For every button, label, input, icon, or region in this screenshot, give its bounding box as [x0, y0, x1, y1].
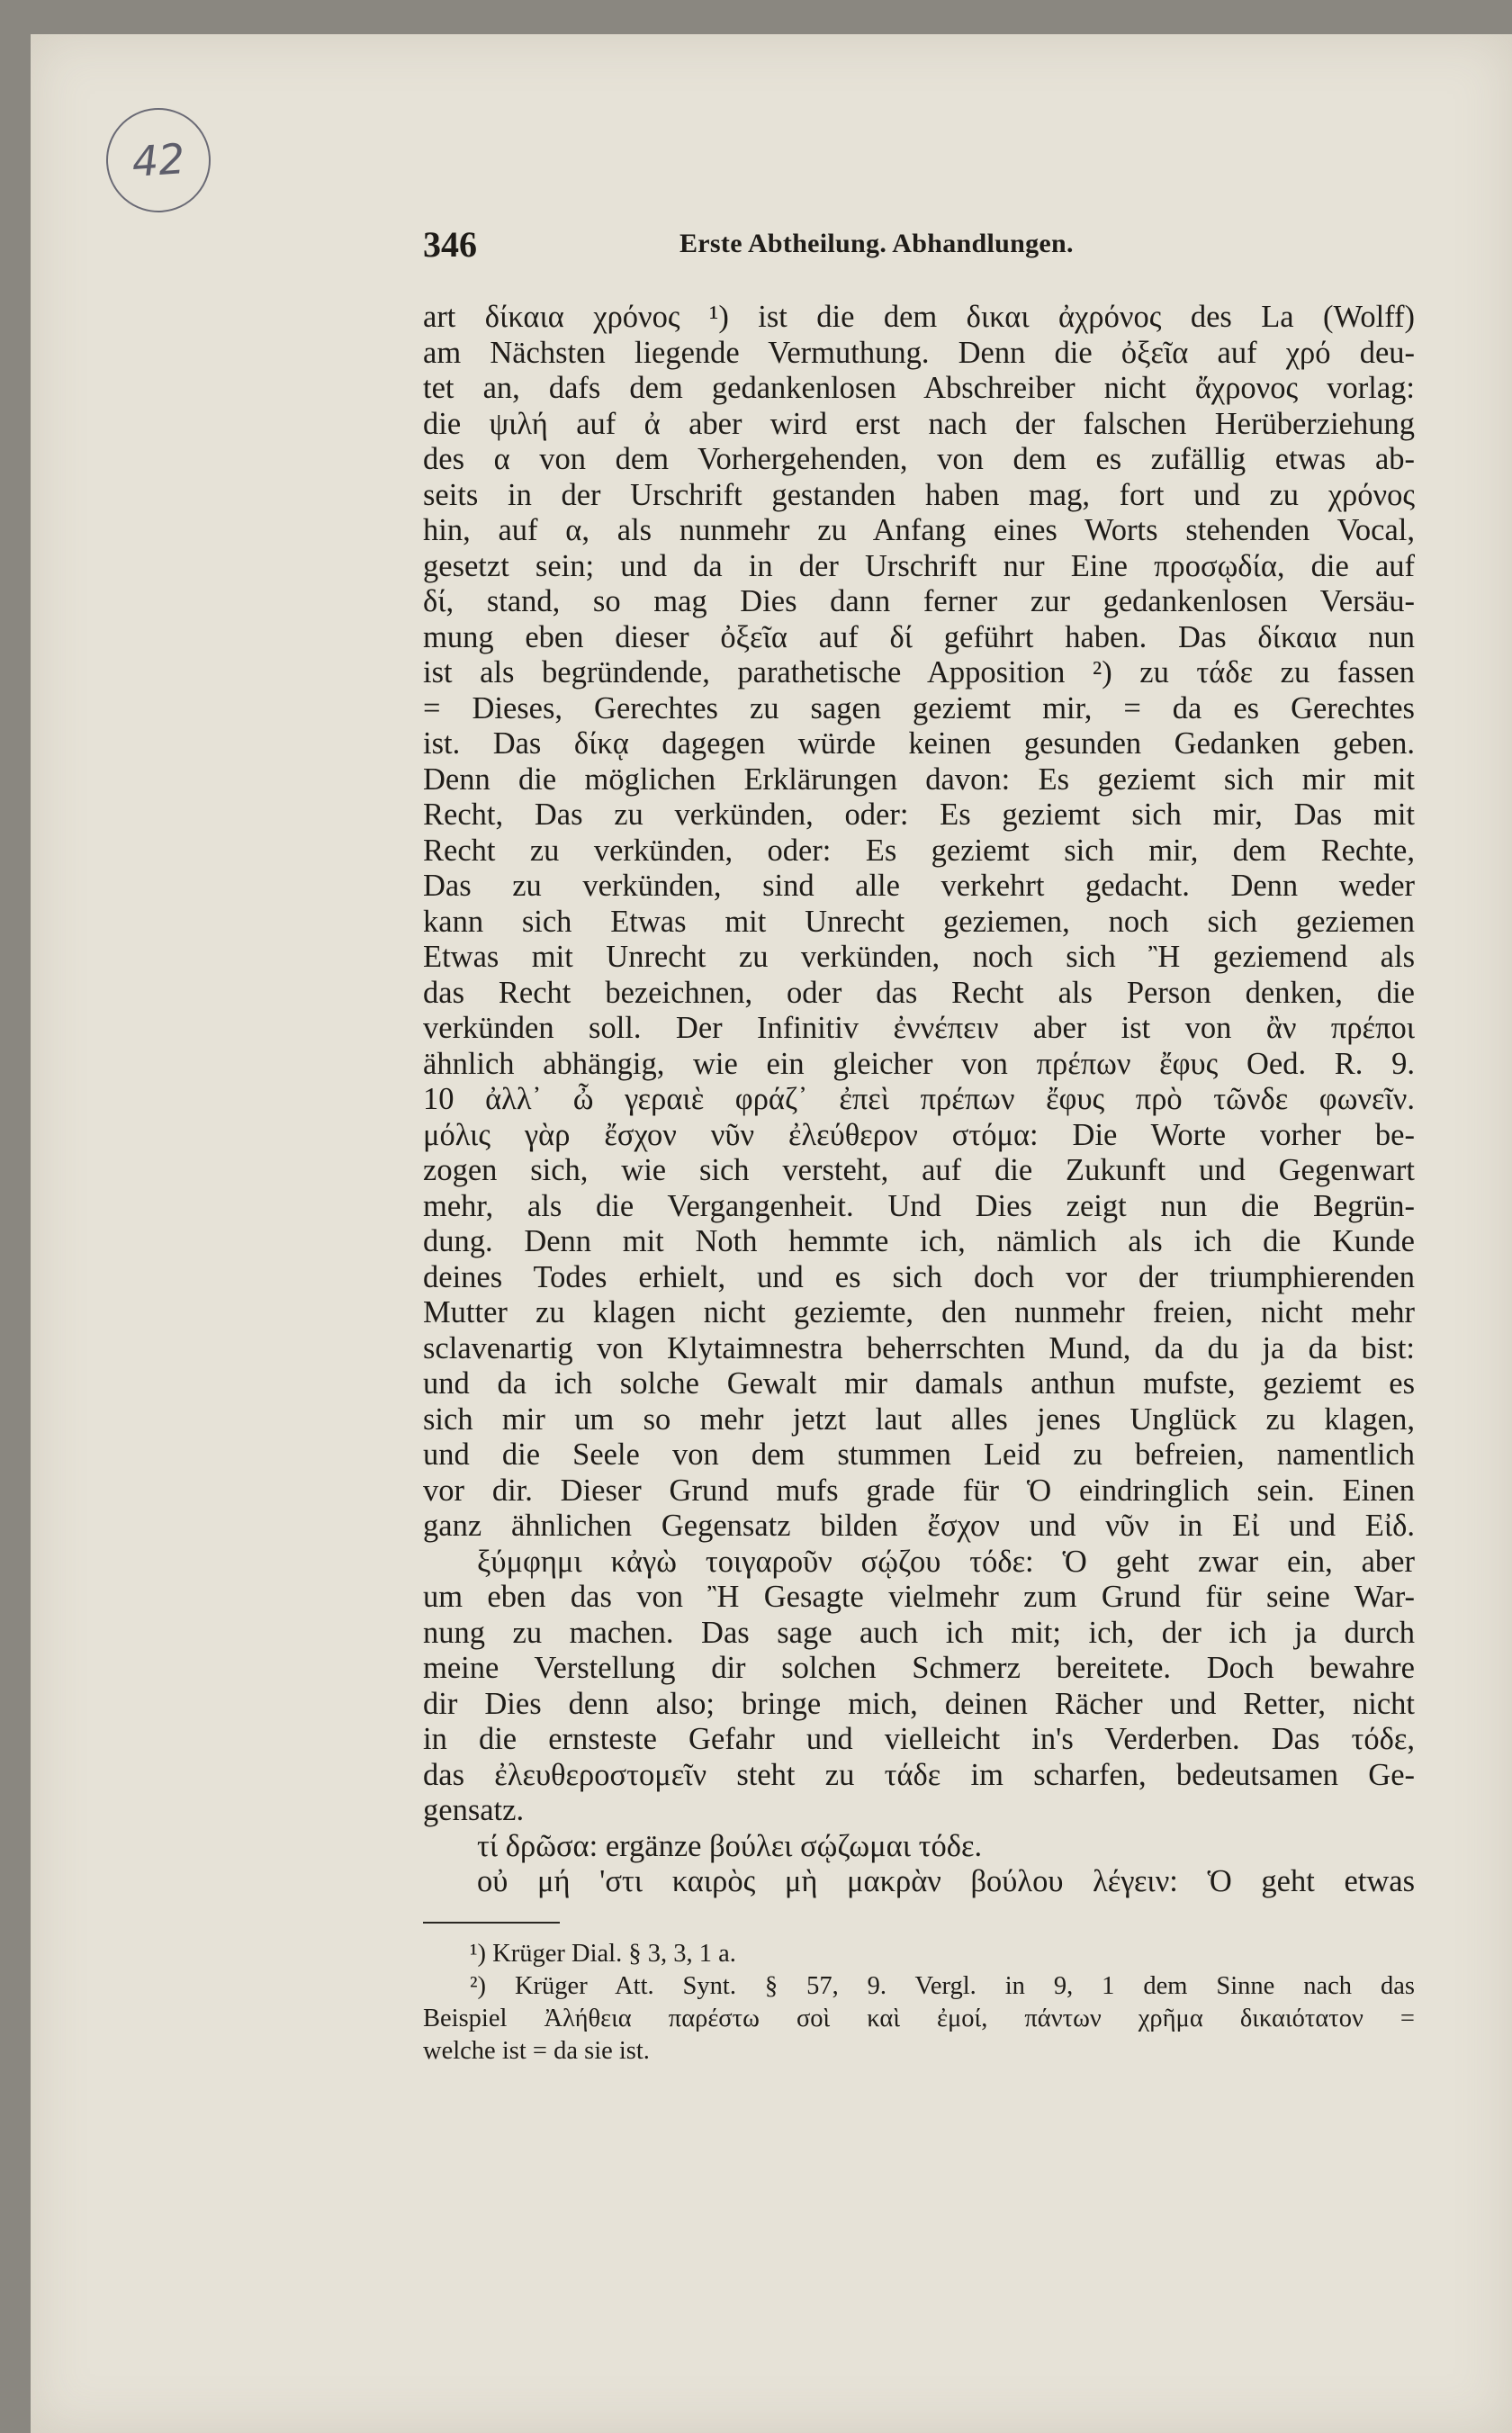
text-line: meine Verstellung dir solchen Schmerz bereitete. Doch bewahre — [423, 1651, 1415, 1685]
text-line: um eben das von Ἢ Gesagte vielmehr zum Grund für seine War- — [423, 1580, 1415, 1614]
text-line: und die Seele von dem stummen Leid zu befreien, namentlich — [423, 1437, 1415, 1472]
text-line: οὐ μή 'στι καιρὸς μὴ μακρὰν βούλου λέγειν: Ὁ geht etwas — [477, 1864, 1415, 1898]
text-line: = Dieses, Gerechtes zu sagen geziemt mir, = da es Gerechtes — [423, 690, 1415, 725]
page-stamp-number: 42 — [130, 134, 187, 186]
text-line: δί, stand, so mag Dies dann ferner zur gedankenlosen Versäu- — [423, 584, 1415, 618]
text-line: das ἐλευθεροστομεῖν steht zu τάδε im scharfen, bedeutsamen Ge- — [423, 1757, 1415, 1792]
text-line: Das zu verkünden, sind alle verkehrt gedacht. Denn weder — [423, 869, 1415, 903]
text-line: Recht zu verkünden, oder: Es geziemt sich mir, dem Rechte, — [423, 833, 1415, 868]
text-line: ξύμφημι κἀγὼ τοιγαροῦν σῴζου τόδε: Ὁ geht zwar ein, aber — [477, 1544, 1415, 1579]
text-line: ist als begründende, parathetische Apposition ²) zu τάδε zu fassen — [423, 655, 1415, 689]
text-line: und da ich solche Gewalt mir damals anthun mufste, geziemt es — [423, 1366, 1415, 1401]
text-line: sclavenartig von Klytaimnestra beherrschten Mund, da du ja da bist: — [423, 1330, 1415, 1365]
text-line: art δίκαια χρόνος ¹) ist die dem δικαι ἀχρόνος des La (Wolff) — [423, 300, 1415, 334]
footnote-line: ¹) Krüger Dial. § 3, 3, 1 a. — [470, 1940, 736, 1968]
text-line: dung. Denn mit Noth hemmte ich, nämlich als ich die Kunde — [423, 1224, 1415, 1258]
running-head: Erste Abtheilung. Abhandlungen. — [680, 229, 1074, 258]
text-line: zogen sich, wie sich versteht, auf die Zukunft und Gegenwart — [423, 1153, 1415, 1187]
text-line: die ψιλή auf ἀ aber wird erst nach der falschen Herüberziehung — [423, 406, 1415, 441]
text-line: das Recht bezeichnen, oder das Recht als Person denken, die — [423, 975, 1415, 1010]
text-line: nung zu machen. Das sage auch ich mit; ich, der ich ja durch — [423, 1615, 1415, 1650]
footnotes — [423, 1938, 1415, 2068]
page-header — [423, 223, 1179, 268]
text-line: gensatz. — [423, 1793, 525, 1827]
page-number: 346 — [423, 224, 477, 265]
text-line: mung eben dieser ὀξεῖα auf δί geführt haben. Das δίκαια nun — [423, 619, 1415, 654]
text-line: 10 ἀλλ᾽ ὦ γεραιὲ φράζ᾽ ἐπεὶ πρέπων ἔφυς πρὸ τῶνδε φωνεῖν. — [423, 1082, 1415, 1116]
text-line: tet an, dafs dem gedankenlosen Abschreiber nicht ἄχρονος vorlag: — [423, 371, 1415, 405]
text-line: dir Dies denn also; bringe mich, deinen Rächer und Retter, nicht — [423, 1686, 1415, 1721]
text-line: ganz ähnlichen Gegensatz bilden ἔσχον und νῦν in Εἰ und Εἰδ. — [423, 1509, 1415, 1543]
footnote-line: welche ist = da sie ist. — [423, 2037, 650, 2065]
text-line: Etwas mit Unrecht zu verkünden, noch sich Ἢ geziemend als — [423, 940, 1415, 974]
text-line: Recht, Das zu verkünden, oder: Es geziemt sich mir, Das mit — [423, 797, 1415, 832]
text-line: des α von dem Vorhergehenden, von dem es zufällig etwas ab- — [423, 442, 1415, 476]
text-line: gesetzt sein; und da in der Urschrift nur Eine προσῳδία, die auf — [423, 548, 1415, 583]
text-line: ist. Das δίκᾳ dagegen würde keinen gesunden Gedanken geben. — [423, 726, 1415, 761]
footnote-line: ²) Krüger Att. Synt. § 57, 9. Vergl. in 9, 1 dem Sinne nach das — [470, 1972, 1415, 2000]
text-line: deines Todes erhielt, und es sich doch vor der triumphierenden — [423, 1259, 1415, 1294]
body-text — [423, 300, 1415, 1898]
text-line: hin, auf α, als nunmehr zu Anfang eines Worts stehenden Vocal, — [423, 513, 1415, 547]
text-line: sich mir um so mehr jetzt laut alles jenes Unglück zu klagen, — [423, 1401, 1415, 1437]
text-line: τί δρῶσα: ergänze βούλει σῴζωμαι τόδε. — [477, 1828, 983, 1863]
footnote-rule — [423, 1922, 560, 1924]
text-line: mehr, als die Vergangenheit. Und Dies zeigt nun die Begrün- — [423, 1188, 1415, 1223]
text-line: verkünden soll. Der Infinitiv ἐννέπειν aber ist von ἂν πρέποι — [423, 1011, 1415, 1045]
text-line: am Nächsten liegende Vermuthung. Denn die ὀξεῖα auf χρό deu- — [423, 335, 1415, 370]
footnote-line: Beispiel Ἀλήθεια παρέστω σοὶ καὶ ἐμοί, πάντων χρῆμα δικαιότατον = — [423, 2005, 1415, 2032]
text-line: vor dir. Dieser Grund mufs grade für Ὁ eindringlich sein. Einen — [423, 1473, 1415, 1508]
text-line: kann sich Etwas mit Unrecht geziemen, noch sich geziemen — [423, 904, 1415, 939]
text-line: μόλις γὰρ ἔσχον νῦν ἐλεύθερον στόμα: Die Worte vorher be- — [423, 1117, 1415, 1152]
text-line: ähnlich abhängig, wie ein gleicher von πρέπων ἔφυς Oed. R. 9. — [423, 1046, 1415, 1081]
text-line: in die ernsteste Gefahr und vielleicht in's Verderben. Das τόδε, — [423, 1722, 1415, 1756]
text-line: Mutter zu klagen nicht geziemte, den nunmehr freien, nicht mehr — [423, 1295, 1415, 1329]
text-line: seits in der Urschrift gestanden haben mag, fort und zu χρόνος — [423, 477, 1415, 512]
text-line: Denn die möglichen Erklärungen davon: Es geziemt sich mir mit — [423, 761, 1415, 797]
